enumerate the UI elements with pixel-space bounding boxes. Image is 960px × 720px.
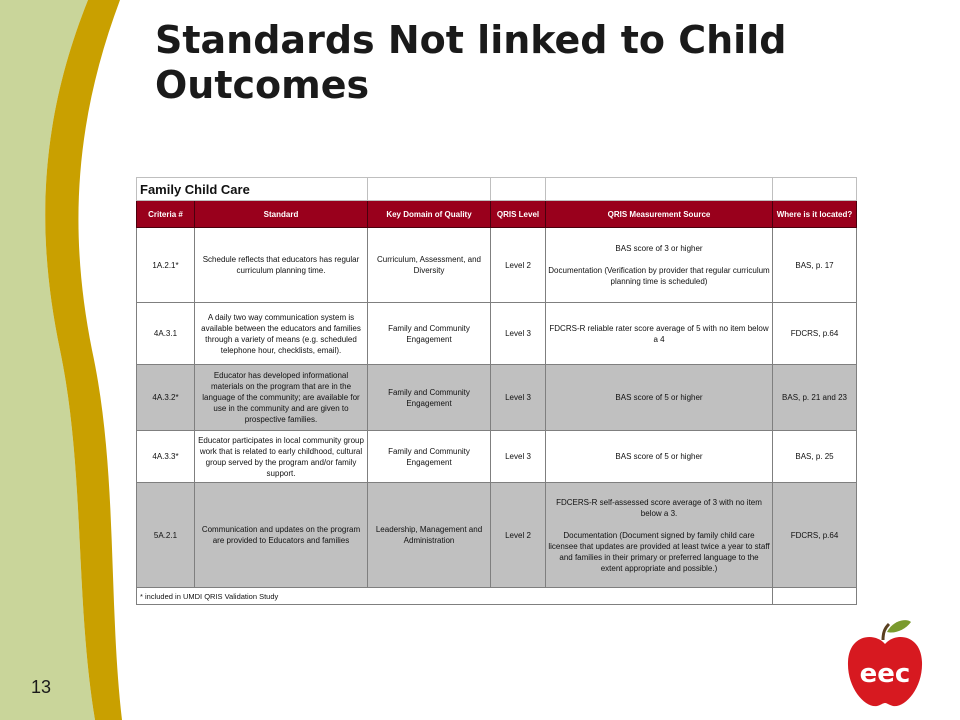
level-cell: Level 2 [491, 483, 546, 588]
slide-title: Standards Not linked to Child Outcomes [155, 18, 787, 107]
table-row [137, 228, 857, 303]
level-cell: Level 2 [491, 228, 546, 303]
table-row [137, 483, 857, 588]
header-criteria: Criteria # [137, 201, 195, 228]
location-cell: FDCRS, p.64 [773, 303, 857, 365]
table-row [137, 303, 857, 365]
footnote-row [137, 588, 857, 605]
standard-cell: Communication and updates on the program are provided to Educators and families [195, 483, 368, 588]
standard-cell: A daily two way communication system is available between the educators and families through a variety of means (e.g. scheduled telephone hour, checklists, email). [195, 303, 368, 365]
level-cell: Level 3 [491, 431, 546, 483]
source-cell: FDCRS-R reliable rater score average of 5 with no item below a 4 [546, 303, 773, 365]
location-cell: BAS, p. 21 and 23 [773, 365, 857, 431]
table-row [137, 365, 857, 431]
location-cell: FDCRS, p.64 [773, 483, 857, 588]
criteria-cell: 4A.3.1 [137, 303, 195, 365]
header-domain: Key Domain of Quality [368, 201, 491, 228]
criteria-cell: 5A.2.1 [137, 483, 195, 588]
table-caption: Family Child Care [137, 178, 368, 201]
level-cell: Level 3 [491, 303, 546, 365]
slide-number: 13 [31, 677, 52, 697]
criteria-cell: 4A.3.2* [137, 365, 195, 431]
source-cell: BAS score of 5 or higher [546, 431, 773, 483]
header-level: QRIS Level [491, 201, 546, 228]
domain-cell: Curriculum, Assessment, and Diversity [368, 228, 491, 303]
source-cell: BAS score of 5 or higher [546, 365, 773, 431]
sidebar-decoration [0, 0, 140, 720]
header-source: QRIS Measurement Source [546, 201, 773, 228]
domain-cell: Family and Community Engagement [368, 365, 491, 431]
eec-apple-logo [845, 618, 925, 710]
standards-table [136, 177, 857, 605]
domain-cell: Family and Community Engagement [368, 431, 491, 483]
source-line: FDCERS-R self-assessed score average of 3 with no item below a 3. [556, 497, 762, 518]
criteria-cell: 1A.2.1* [137, 228, 195, 303]
source-line: Documentation (Document signed by family child care licensee that updates are provided at least twice a year to staff and families in their primary or preferred language to the extent appropriate and possible.) [548, 530, 770, 573]
location-cell: BAS, p. 25 [773, 431, 857, 483]
standard-cell: Educator has developed informational materials on the program that are in the language of the community; are available for use in the community and are given to prospective families. [195, 365, 368, 431]
table-header-row [137, 201, 857, 228]
header-location: Where is it located? [773, 201, 857, 228]
standard-cell: Educator participates in local community group work that is related to early childhood, cultural group served by the program and/or family support. [195, 431, 368, 483]
standard-cell: Schedule reflects that educators has regular curriculum planning time. [195, 228, 368, 303]
domain-cell: Family and Community Engagement [368, 303, 491, 365]
footnote: * included in UMDI QRIS Validation Study [137, 588, 773, 605]
level-cell: Level 3 [491, 365, 546, 431]
logo-text: eec [859, 659, 911, 689]
domain-cell: Leadership, Management and Administration [368, 483, 491, 588]
criteria-cell: 4A.3.3* [137, 431, 195, 483]
header-standard: Standard [195, 201, 368, 228]
table-row [137, 431, 857, 483]
logo-leaf [887, 620, 911, 632]
source-cell [546, 228, 773, 303]
source-cell [546, 483, 773, 588]
location-cell: BAS, p. 17 [773, 228, 857, 303]
table-caption-row [137, 178, 857, 201]
source-line: Documentation (Verification by provider that regular curriculum planning time is scheduled) [548, 266, 770, 286]
source-line: BAS score of 3 or higher [615, 244, 703, 253]
